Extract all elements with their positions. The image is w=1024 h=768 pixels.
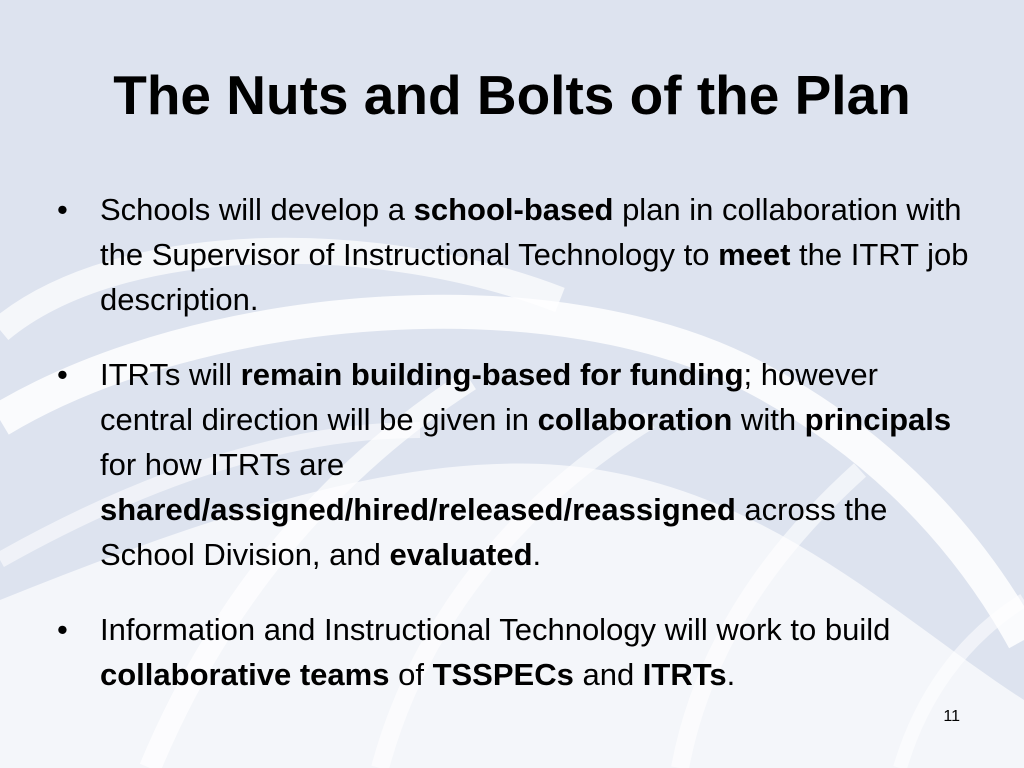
bullet-text-segment: of (389, 657, 433, 692)
bullet-text-emphasis: ITRTs (642, 657, 727, 692)
bullet-list (57, 187, 977, 697)
bullet-text-segment: . (726, 657, 736, 692)
slide-title: The Nuts and Bolts of the Plan (113, 64, 911, 126)
bullet-text-emphasis: meet (718, 237, 791, 272)
bullet-text-emphasis: principals (804, 402, 952, 437)
bullet-item-itrt-funding (57, 352, 977, 577)
bullet-item-school-plan (57, 187, 977, 322)
bullet-text-emphasis: collaboration (537, 402, 733, 437)
bullet-text-emphasis: TSSPECs (432, 657, 574, 692)
bullet-marker: • (57, 357, 68, 392)
bullet-text-segment: Information and Instructional Technology will work to build (100, 612, 891, 647)
bullet-text (100, 357, 951, 572)
bullet-text-segment: with (732, 402, 805, 437)
bullet-text-segment: ITRTs will (100, 357, 241, 392)
bullet-text-segment: plan in collaboration with the Supervisor of Instructional Technology to (100, 192, 962, 272)
bullet-item-collaborative-teams (57, 607, 977, 697)
bullet-text-segment: and (573, 657, 643, 692)
bullet-text-emphasis: school-based (413, 192, 614, 227)
bullet-text-emphasis: collaborative teams (100, 657, 390, 692)
bullet-text-emphasis: evaluated (389, 537, 533, 572)
bullet-text-segment: Schools will develop a (100, 192, 414, 227)
bullet-text-segment: . (532, 537, 542, 572)
bullet-text-emphasis: shared/assigned/hired/released/reassigned (100, 492, 736, 527)
bullet-text-segment: ; however central direction will be given in (100, 357, 878, 437)
bullet-text-emphasis: remain building-based for funding (240, 357, 744, 392)
page-number: 11 (943, 708, 960, 725)
bullet-text (100, 192, 969, 317)
bullet-marker: • (57, 192, 68, 227)
bullet-text-segment: across the School Division, and (100, 492, 888, 572)
bullet-text (100, 612, 890, 692)
bullet-marker: • (57, 612, 68, 647)
bullet-text-segment: the ITRT job description. (100, 237, 969, 317)
bullet-text-segment: for how ITRTs are (100, 447, 345, 482)
